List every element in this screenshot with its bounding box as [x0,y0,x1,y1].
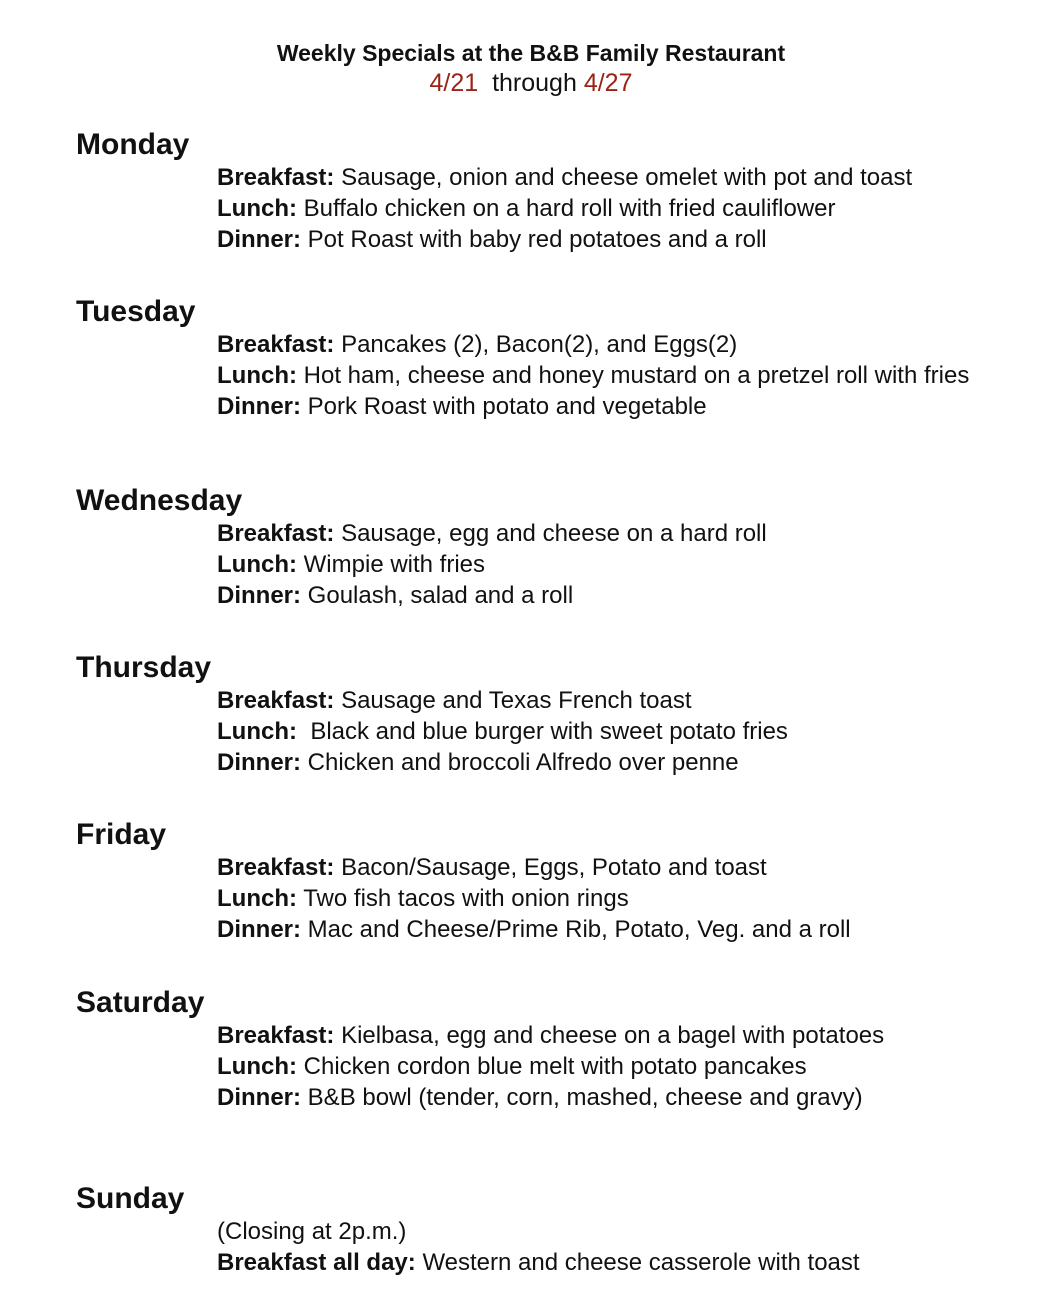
meal-label: Dinner: [217,916,301,943]
meal-text: Kielbasa, egg and cheese on a bagel with potatoes [341,1022,885,1049]
day-name: Wednesday [76,484,243,517]
meal-dinner [217,747,977,778]
meal-dinner [217,391,977,422]
date-range [0,68,1042,98]
meal-label: Lunch: [217,195,297,222]
meal-label: Dinner: [217,226,301,253]
meal-label: Lunch: [217,362,297,389]
meal-text: Chicken cordon blue melt with potato pancakes [303,1053,807,1080]
meal-text: B&B bowl (tender, corn, mashed, cheese and gravy) [307,1084,863,1111]
meal-label: Lunch: [217,718,297,745]
meal-label: Breakfast: [217,854,335,881]
meal-label: Lunch: [217,885,297,912]
meal-lunch [217,883,977,914]
meal-breakfast [217,162,977,193]
meal-text: Chicken and broccoli Alfredo over penne [307,749,739,776]
meal-breakfast [217,852,977,883]
meal-text: Goulash, salad and a roll [307,582,574,609]
meal-text: Western and cheese casserole with toast [422,1249,860,1276]
meal-lunch [217,1051,977,1082]
meal-label: Breakfast all day: [217,1249,416,1276]
meal-text: Sausage, onion and cheese omelet with pot and toast [341,164,913,191]
day-name: Tuesday [76,295,196,328]
meal-label: Lunch: [217,1053,297,1080]
meal-breakfast [217,1020,977,1051]
meal-list [217,852,977,945]
meal-label: Dinner: [217,1084,301,1111]
start-date: 4/21 [429,69,479,97]
meal-label: Breakfast: [217,687,335,714]
meal-label: Breakfast: [217,520,335,547]
meal-label: Dinner: [217,749,301,776]
meal-list [217,518,977,611]
meal-list [217,1216,977,1278]
meal-text: Pancakes (2), Bacon(2), and Eggs(2) [341,331,738,358]
meal-dinner [217,1082,977,1113]
meal-list [217,685,977,778]
end-date: 4/27 [583,69,633,97]
meal-dinner [217,224,977,255]
meal-text: Buffalo chicken on a hard roll with fried cauliflower [303,195,836,222]
day-name: Thursday [76,651,212,684]
menu-header [0,38,1042,98]
meal-breakfast [217,329,977,360]
day-name: Monday [76,128,190,161]
meal-label: Dinner: [217,582,301,609]
meal-dinner [217,580,977,611]
meal-breakfast [217,685,977,716]
meal-lunch [217,716,977,747]
meal-text: Sausage and Texas French toast [341,687,692,714]
meal-label: Breakfast: [217,331,335,358]
meal-text: Two fish tacos with onion rings [303,885,629,912]
meal-label: Lunch: [217,551,297,578]
meal-breakfast-all-day [217,1247,977,1278]
meal-text: Sausage, egg and cheese on a hard roll [341,520,767,547]
meal-dinner [217,914,977,945]
meal-list [217,162,977,255]
meal-label: Breakfast: [217,1022,335,1049]
meal-lunch [217,193,977,224]
through-label: through [492,69,577,97]
meal-text: Hot ham, cheese and honey mustard on a pretzel roll with fries [303,362,970,389]
day-name: Sunday [76,1182,185,1215]
meal-lunch [217,360,977,391]
closing-note: (Closing at 2p.m.) [217,1218,407,1245]
meal-text: Black and blue burger with sweet potato fries [303,718,788,745]
meal-label: Breakfast: [217,164,335,191]
meal-breakfast [217,518,977,549]
meal-text: Bacon/Sausage, Eggs, Potato and toast [341,854,767,881]
day-name: Friday [76,818,167,851]
meal-list [217,1020,977,1113]
meal-list [217,329,977,422]
meal-text: Pot Roast with baby red potatoes and a roll [307,226,767,253]
meal-text: Pork Roast with potato and vegetable [307,393,707,420]
meal-lunch [217,549,977,580]
meal-text: Wimpie with fries [303,551,486,578]
day-name: Saturday [76,986,205,1019]
meal-label: Dinner: [217,393,301,420]
meal-text: Mac and Cheese/Prime Rib, Potato, Veg. and a roll [307,916,851,943]
menu-title: Weekly Specials at the B&B Family Restaurant [276,40,786,66]
